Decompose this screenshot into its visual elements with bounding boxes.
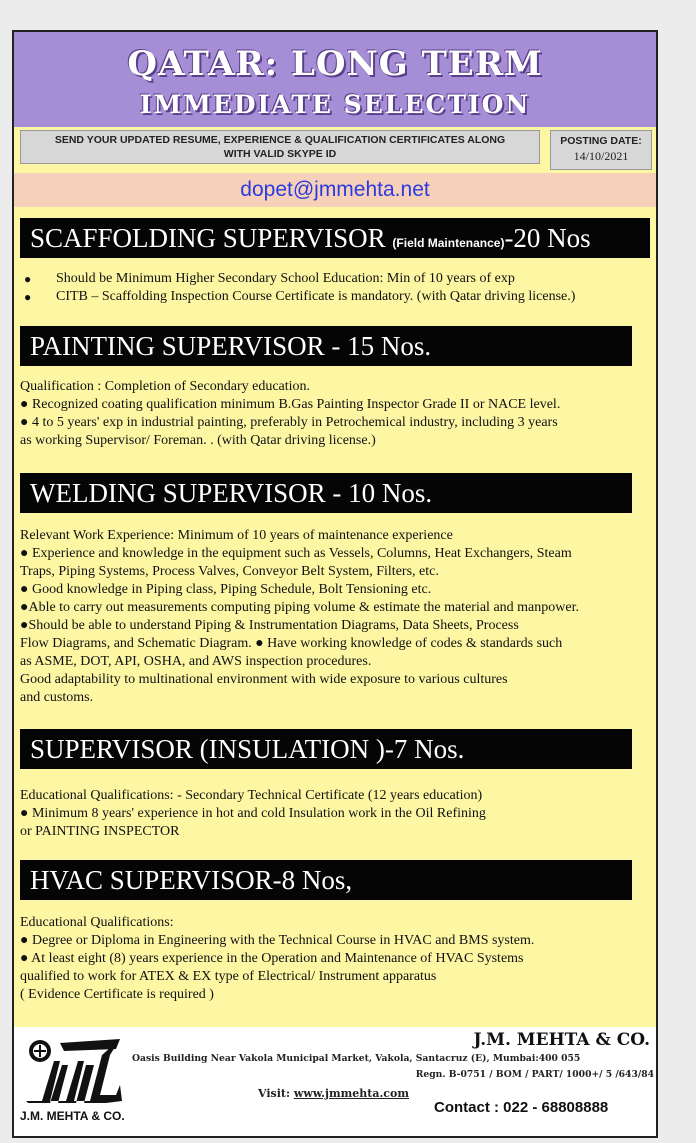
- detail-line: Traps, Piping Systems, Process Valves, Conveyor Belt System, Filters, etc.: [20, 564, 439, 579]
- job-title-insulation: [20, 729, 632, 769]
- company-name: J.M. MEHTA & CO.: [473, 1030, 650, 1050]
- job-title-welding: [20, 473, 632, 513]
- detail-line: ● Recognized coating qualification minimum B.Gas Painting Inspector Grade II or NACE level.: [20, 397, 561, 412]
- list-item: ● Should be Minimum Higher Secondary School Education: Min of 10 years of exp: [24, 271, 515, 286]
- detail-line: ● At least eight (8) years experience in the Operation and Maintenance of HVAC Systems: [20, 951, 524, 966]
- detail-line: ( Evidence Certificate is required ): [20, 987, 214, 1002]
- website-line: [258, 1087, 409, 1100]
- website-link[interactable]: www.jmmehta.com: [293, 1087, 409, 1100]
- instructions-line-1: SEND YOUR UPDATED RESUME, EXPERIENCE & QUALIFICATION CERTIFICATES ALONG: [54, 134, 506, 146]
- job-title-text: SCAFFOLDING SUPERVISOR: [30, 223, 393, 253]
- job-details-scaffolding: [20, 270, 650, 306]
- posting-date-box: [550, 130, 652, 170]
- posting-date-label: POSTING DATE:: [560, 135, 642, 147]
- job-count: -20 Nos: [504, 223, 591, 253]
- detail-line: ● 4 to 5 years' exp in industrial painting, preferably in Petrochemical industry, including 3 years: [20, 415, 558, 430]
- company-address: Oasis Building Near Vakola Municipal Market, Vakola, Santacruz (E), Mumbai:400 055: [132, 1053, 581, 1064]
- job-title-text: WELDING SUPERVISOR - 10 Nos.: [30, 478, 433, 508]
- logo-caption: J.M. MEHTA & CO.: [20, 1109, 125, 1123]
- detail-line: qualified to work for ATEX & EX type of Electrical/ Instrument apparatus: [20, 969, 437, 984]
- contact-email-link[interactable]: dopet@jmmehta.net: [240, 178, 430, 201]
- detail-line: Educational Qualifications:: [20, 915, 174, 930]
- job-title-text: HVAC SUPERVISOR-8 Nos,: [30, 865, 353, 895]
- list-item: ● CITB – Scaffolding Inspection Course Certificate is mandatory. (with Qatar driving license.): [24, 289, 576, 304]
- detail-line: ● Experience and knowledge in the equipment such as Vessels, Columns, Heat Exchangers, Steam: [20, 546, 572, 561]
- detail-line: Qualification : Completion of Secondary education.: [20, 379, 311, 394]
- job-title-subtitle: (Field Maintenance): [392, 236, 505, 250]
- detail-line: as ASME, DOT, API, OSHA, and AWS inspection procedures.: [20, 654, 372, 669]
- detail-line: as working Supervisor/ Foreman. . (with Qatar driving license.): [20, 433, 376, 448]
- detail-line: CITB – Scaffolding Inspection Course Certificate is mandatory. (with Qatar driving license.): [56, 289, 576, 304]
- headline-title: QATAR: LONG TERM: [127, 44, 543, 84]
- detail-line: Educational Qualifications: - Secondary Technical Certificate (12 years education): [20, 788, 483, 803]
- detail-line: Should be Minimum Higher Secondary School Education: Min of 10 years of exp: [56, 271, 515, 286]
- detail-line: Relevant Work Experience: Minimum of 10 years of maintenance experience: [20, 528, 453, 543]
- job-title-scaffolding: [20, 218, 650, 258]
- job-title-hvac: [20, 860, 632, 900]
- registration-number: Regn. B-0751 / BOM / PART/ 1000+/ 5 /643/84: [415, 1069, 654, 1080]
- detail-line: ● Degree or Diploma in Engineering with the Technical Course in HVAC and BMS system.: [20, 933, 535, 948]
- detail-line: ●Able to carry out measurements computing piping volume & estimate the material and manpower.: [20, 600, 579, 615]
- instructions-line-2: WITH VALID SKYPE ID: [223, 148, 337, 160]
- instructions-bar: [20, 130, 540, 164]
- job-title-text: PAINTING SUPERVISOR - 15 Nos.: [30, 331, 432, 361]
- detail-line: Good adaptability to multinational environment with wide exposure to various cultures: [20, 672, 508, 687]
- detail-line: or PAINTING INSPECTOR: [20, 824, 180, 839]
- detail-line: ● Good knowledge in Piping class, Piping Schedule, Bolt Tensioning etc.: [20, 582, 432, 597]
- posting-date-value: 14/10/2021: [573, 149, 629, 163]
- job-details-painting: [20, 378, 650, 450]
- detail-line: Flow Diagrams, and Schematic Diagram. ● Have working knowledge of codes & standards such: [20, 636, 563, 651]
- jm-logo-icon: [20, 1035, 128, 1105]
- website-label: Visit:: [258, 1087, 294, 1100]
- contact-phone: Contact : 022 - 68808888: [434, 1099, 609, 1116]
- detail-line: ● Minimum 8 years' experience in hot and cold Insulation work in the Oil Refining: [20, 806, 486, 821]
- job-title-painting: [20, 326, 632, 366]
- footer: [14, 1027, 656, 1138]
- header-banner: [14, 32, 656, 127]
- detail-line: ●Should be able to understand Piping & Instrumentation Diagrams, Data Sheets, Process: [20, 618, 519, 633]
- job-details-welding: [20, 527, 650, 707]
- detail-line: and customs.: [20, 690, 94, 705]
- job-advertisement: [12, 30, 658, 1138]
- headline-subtitle: IMMEDIATE SELECTION: [139, 90, 531, 119]
- job-details-insulation: [20, 787, 650, 841]
- job-title-text: SUPERVISOR (INSULATION )-7 Nos.: [30, 734, 465, 764]
- email-bar: [14, 173, 656, 207]
- job-details-hvac: [20, 914, 650, 1004]
